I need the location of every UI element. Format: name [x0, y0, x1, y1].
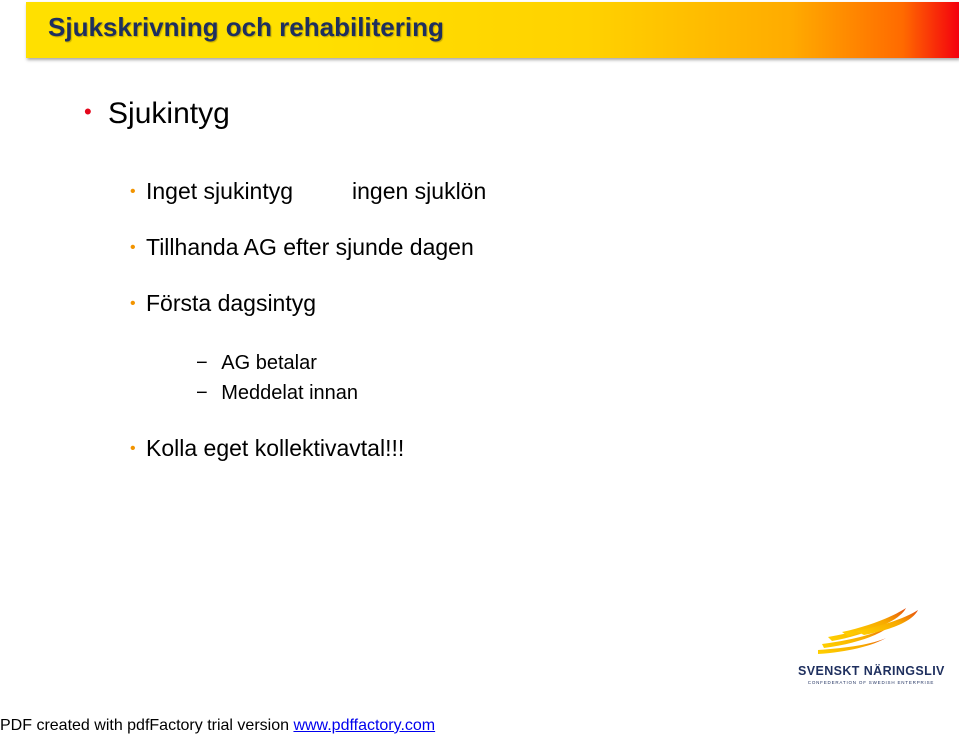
bullet-kolla-kollektivavtal	[130, 435, 404, 462]
bullet-icon: •	[130, 183, 136, 200]
bullet-sjukintyg	[84, 97, 230, 131]
bullet-icon: •	[84, 99, 92, 124]
bullet-icon: •	[130, 239, 136, 256]
subitem-ag-betalar	[196, 352, 317, 375]
footer-prefix: PDF created with pdfFactory trial version	[0, 717, 294, 734]
dash-icon: −	[196, 382, 208, 404]
item-right-text: ingen sjuklön	[352, 178, 487, 204]
bullet-icon: •	[130, 295, 136, 312]
item-text: Kolla eget kollektivavtal!!!	[146, 435, 405, 461]
subitem-meddelat-innan	[196, 382, 358, 405]
bullet-icon: •	[130, 440, 136, 457]
subitem-text: Meddelat innan	[221, 382, 359, 404]
item-text: Första dagsintyg	[146, 290, 317, 316]
logo-name: SVENSKT NÄRINGSLIV	[798, 664, 945, 678]
pdffactory-link[interactable]: www.pdffactory.com	[293, 717, 436, 734]
pdf-footer	[0, 717, 435, 735]
bullet-tillhanda	[130, 234, 474, 261]
dash-icon: −	[196, 352, 208, 374]
item-left-text: Inget sjukintyg	[146, 178, 294, 204]
slide-title: Sjukskrivning och rehabilitering	[48, 12, 444, 42]
sun-rays-icon	[798, 608, 944, 664]
bullet-forsta-dagsintyg	[130, 290, 316, 317]
svenskt-naringsliv-logo	[798, 608, 944, 688]
bullet-inget-sjukintyg	[130, 178, 293, 205]
heading-text: Sjukintyg	[108, 97, 230, 130]
logo-subtitle: CONFEDERATION OF SWEDISH ENTERPRISE	[807, 680, 935, 685]
subitem-text: AG betalar	[221, 352, 317, 374]
item-text: Tillhanda AG efter sjunde dagen	[146, 234, 474, 260]
